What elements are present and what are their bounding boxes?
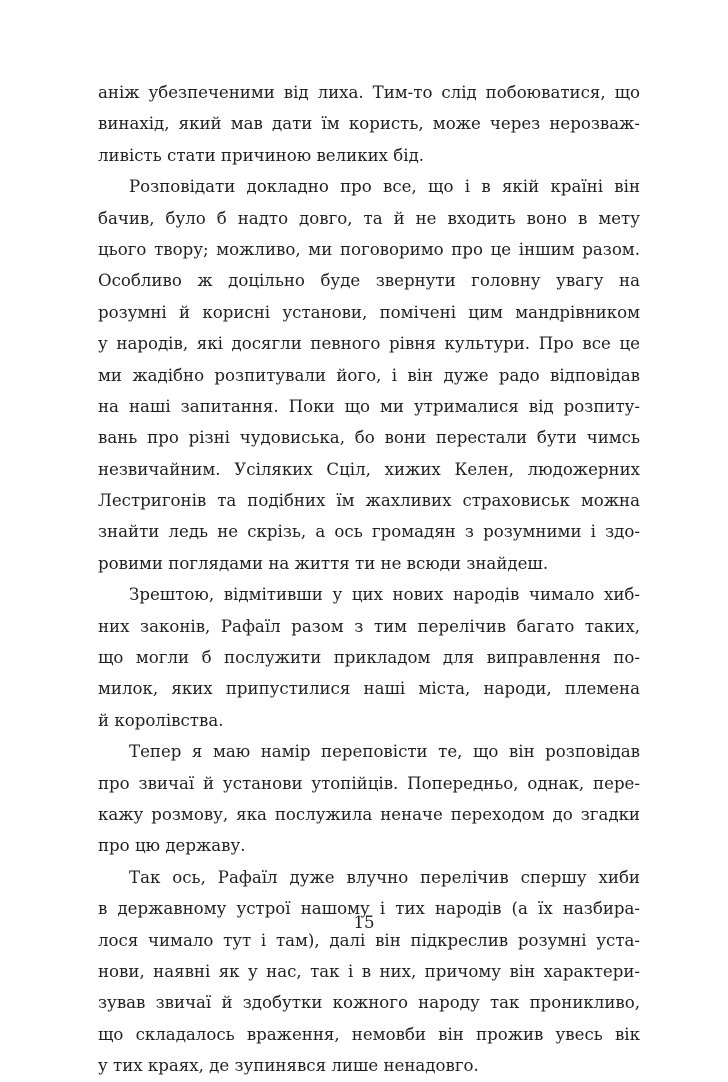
text-line: вань про різні чудовиська, бо вони перестали бути чимсь xyxy=(98,428,640,448)
text-line: ливість стати причиною великих бід. xyxy=(98,145,425,165)
text-line: них законів, Рафаїл разом з тим перелічив багато таких, xyxy=(98,616,640,636)
text-line: милок, яких припустилися наші міста, народи, племена xyxy=(98,679,640,699)
text-line: зував звичаї й здобутки кожного народу так проникливо, xyxy=(98,993,640,1013)
text-line: ми жадібно розпитували його, і він дуже радо відповідав xyxy=(98,365,640,385)
page-number: 15 xyxy=(353,913,375,932)
text-line: Зрештою, відмітивши у цих нових народів чимало хиб- xyxy=(129,585,640,605)
text-line: у народів, які досягли певного рівня культури. Про все це xyxy=(98,334,640,354)
paragraph xyxy=(98,579,640,736)
text-line: нови, наявні як у нас, так і в них, причому він характери- xyxy=(98,961,640,981)
text-line: бачив, було б надто довго, та й не входить воно в мету xyxy=(98,208,640,228)
text-line: знайти ледь не скрізь, а ось громадян з розумними і здо- xyxy=(98,522,640,542)
text-line: ровими поглядами на життя ти не всюди знайдеш. xyxy=(98,553,549,573)
text-line: Так ось, Рафаїл дуже влучно перелічив спершу хиби xyxy=(129,867,640,887)
text-line: й королівства. xyxy=(98,710,224,730)
paragraph xyxy=(98,77,640,171)
text-line: розумні й корисні установи, помічені цим мандрівником xyxy=(98,302,640,322)
text-line: в державному устрої нашому і тих народів (а їх назбира- xyxy=(98,899,640,919)
text-line: незвичайним. Усіляких Сціл, хижих Келен, людожерних xyxy=(98,459,640,479)
paragraph xyxy=(98,862,640,1082)
text-line: Лестригонів та подібних їм жахливих страховиськ можна xyxy=(98,491,640,511)
text-line: цього твору; можливо, ми поговоримо про це іншим разом. xyxy=(98,239,640,259)
text-line: Розповідати докладно про все, що і в якій країні він xyxy=(129,177,640,197)
text-line: на наші запитання. Поки що ми утрималися від розпиту- xyxy=(98,396,640,416)
text-line: що складалось враження, немовби він прожив увесь вік xyxy=(98,1024,640,1044)
paragraph xyxy=(98,736,640,862)
text-line: аніж убезпеченими від лиха. Тим-то слід побоюватися, що xyxy=(98,83,640,102)
paragraph xyxy=(98,171,640,579)
text-line: що могли б послужити прикладом для виправлення по- xyxy=(98,648,640,668)
text-line: про цю державу. xyxy=(98,836,246,856)
text-line: Тепер я маю намір переповісти те, що він розповідав xyxy=(129,742,640,762)
text-line: у тих краях, де зупинявся лише ненадовго. xyxy=(98,1056,479,1076)
text-line: винахід, який мав дати їм користь, може через нерозваж- xyxy=(98,114,640,134)
text-line: про звичаї й установи утопійців. Попередньо, однак, пере- xyxy=(98,773,640,793)
text-line: кажу розмову, яка послужила неначе переходом до згадки xyxy=(98,804,640,824)
text-line: Особливо ж доцільно буде звернути головну увагу на xyxy=(98,271,640,291)
text-line: лося чимало тут і там), далі він підкреслив розумні уста- xyxy=(98,930,640,950)
